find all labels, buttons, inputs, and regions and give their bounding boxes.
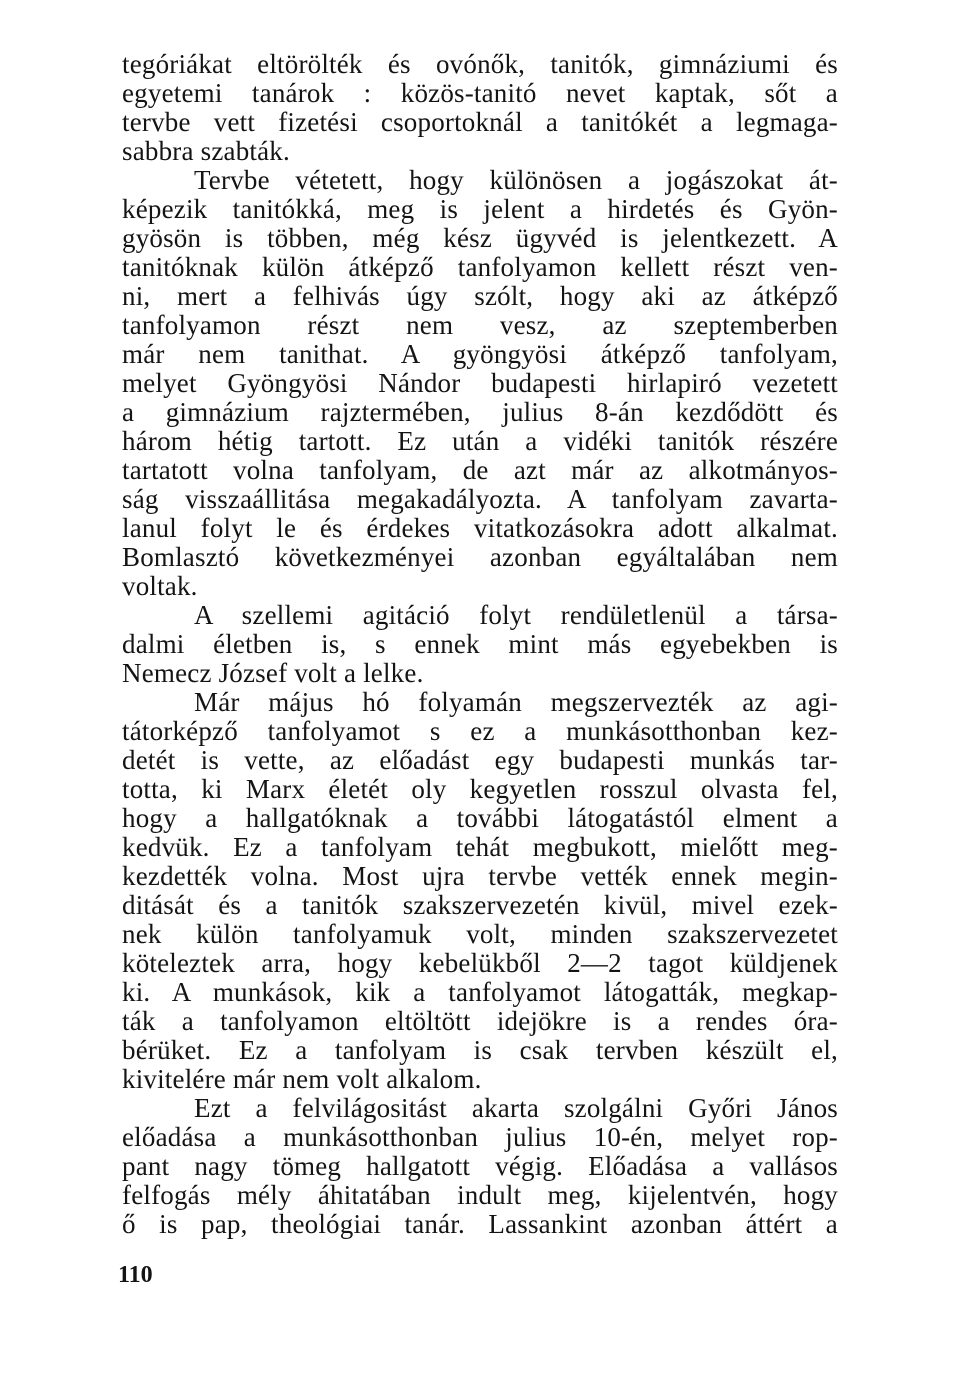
text-line: tanfolyamon részt nem vesz, az szeptemberben (122, 310, 838, 340)
text-line: voltak. (122, 571, 198, 601)
text-line: egyetemi tanárok : közös-tanitó nevet kaptak, sőt a (122, 78, 838, 108)
text-line: a gimnázium rajztermében, julius 8-án kezdődött és (122, 397, 838, 427)
text-line: három hétig tartott. Ez után a vidéki tanitók részére (122, 426, 838, 456)
text-line: tanitóknak külön átképző tanfolyamon kellett részt ven- (122, 252, 838, 282)
text-line: ni, mert a felhivás úgy szólt, hogy aki az átképző (122, 281, 838, 311)
text-line: Nemecz József volt a lelke. (122, 658, 424, 688)
text-line: kezdették volna. Most ujra tervbe vették ennek megin- (122, 861, 838, 891)
text-line: Tervbe vétetett, hogy különösen a jogászokat át- (194, 165, 838, 195)
text-line: kedvük. Ez a tanfolyam tehát megbukott, mielőtt meg- (122, 832, 838, 862)
text-line: pant nagy tömeg hallgatott végig. Előadása a vallásos (122, 1151, 838, 1181)
text-line: totta, ki Marx életét oly kegyetlen rosszul olvasta fel, (122, 774, 838, 804)
text-line: tartatott volna tanfolyam, de azt már az alkotmányos- (122, 455, 838, 485)
text-line: lanul folyt le és érdekes vitatkozásokra adott alkalmat. (122, 513, 838, 543)
text-line: hogy a hallgatóknak a további látogatástól elment a (122, 803, 838, 833)
text-line: A szellemi agitáció folyt rendületlenül a társa- (194, 600, 838, 630)
text-line: felfogás mély áhitatában indult meg, kijelentvén, hogy (122, 1180, 838, 1210)
text-line: kivitelére már nem volt alkalom. (122, 1064, 482, 1094)
text-line: Ezt a felvilágositást akarta szolgálni Győri János (194, 1093, 838, 1123)
page-number: 110 (118, 1262, 153, 1288)
text-line: Már május hó folyamán megszervezték az agi- (194, 687, 838, 717)
text-line: ság visszaállitása megakadályozta. A tanfolyam zavarta- (122, 484, 838, 514)
text-line: Bomlasztó következményei azonban egyáltalában nem (122, 542, 838, 572)
text-line: ki. A munkások, kik a tanfolyamot látogatták, megkap- (122, 977, 838, 1007)
text-line: ditását és a tanitók szakszervezetén kivül, mivel ezek- (122, 890, 838, 920)
text-line: ták a tanfolyamon eltöltött idejökre is a rendes óra- (122, 1006, 838, 1036)
text-line: tervbe vett fizetési csoportoknál a tanitókét a legmaga- (122, 107, 838, 137)
text-line: képezik tanitókká, meg is jelent a hirdetés és Gyön- (122, 194, 838, 224)
text-line: tátorképző tanfolyamot s ez a munkásotthonban kez- (122, 716, 838, 746)
text-line: gyösön is többen, még kész ügyvéd is jelentkezett. A (122, 223, 838, 253)
text-line: nek külön tanfolyamuk volt, minden szakszervezetet (122, 919, 838, 949)
text-line: előadása a munkásotthonban julius 10-én, melyet rop- (122, 1122, 838, 1152)
text-line: sabbra szabták. (122, 136, 290, 166)
text-line: bérüket. Ez a tanfolyam is csak tervben készült el, (122, 1035, 838, 1065)
text-line: már nem tanithat. A gyöngyösi átképző tanfolyam, (122, 339, 838, 369)
text-line: detét is vette, az előadást egy budapesti munkás tar- (122, 745, 838, 775)
text-line: melyet Gyöngyösi Nándor budapesti hirlapiró vezetett (122, 368, 838, 398)
text-line: köteleztek arra, hogy kebelükből 2—2 tagot küldjenek (122, 948, 838, 978)
page-text-block (122, 48, 838, 1368)
text-line: ő is pap, theológiai tanár. Lassankint azonban áttért a (122, 1209, 838, 1239)
text-line: dalmi életben is, s ennek mint más egyebekben is (122, 629, 838, 659)
text-line: tegóriákat eltörölték és ovónők, tanitók, gimnáziumi és (122, 49, 838, 79)
